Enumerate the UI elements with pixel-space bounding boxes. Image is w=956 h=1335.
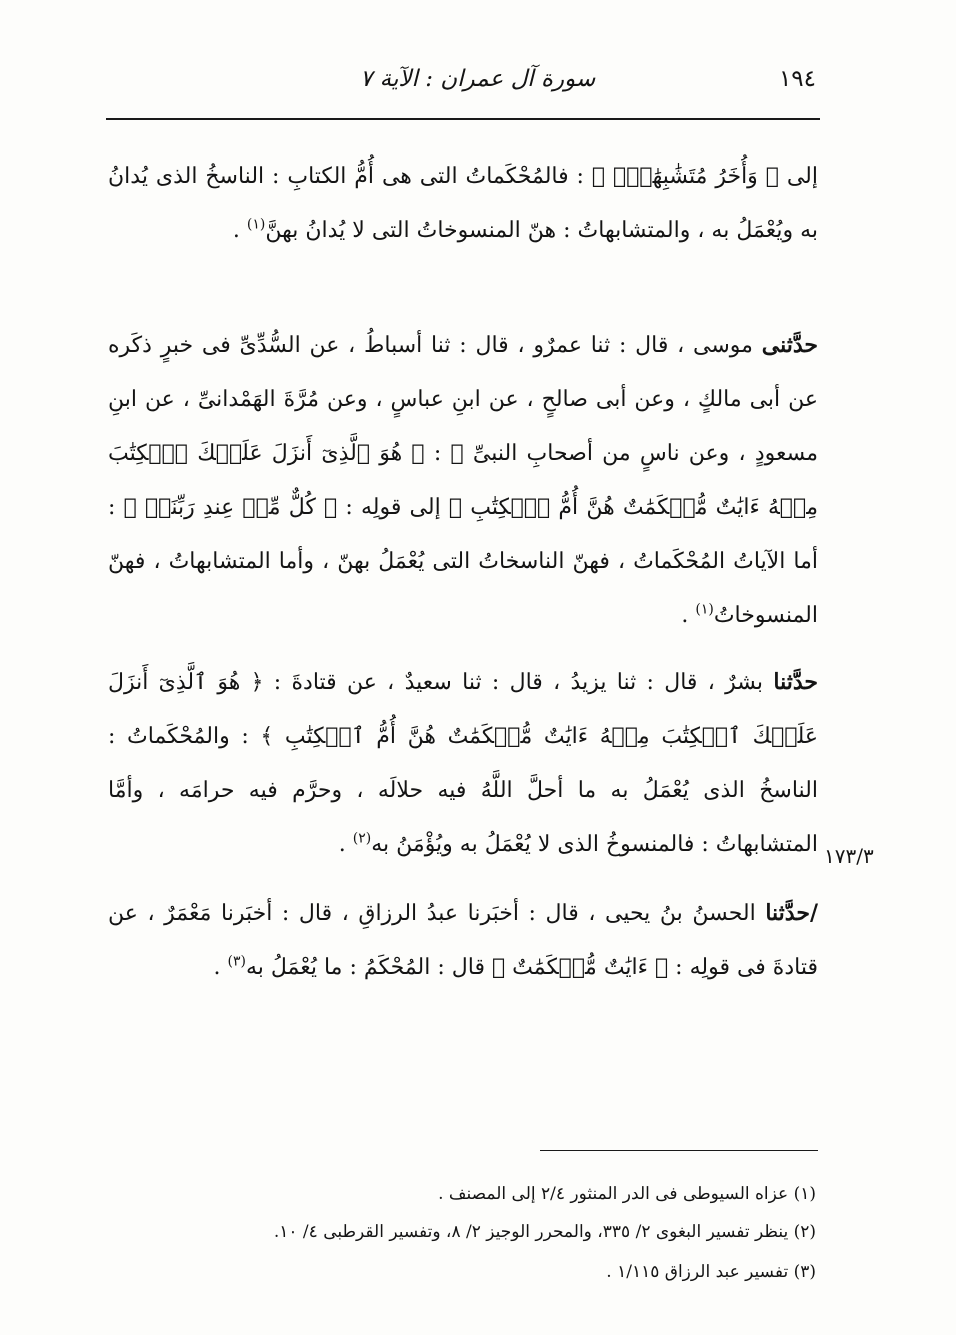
- paragraph: [108, 655, 818, 872]
- paragraph-end: .: [338, 832, 346, 857]
- paragraph-end: .: [681, 603, 689, 628]
- paragraph-end: .: [213, 955, 221, 980]
- running-title: سورة آل عمران : الآية ٧: [360, 66, 596, 92]
- paragraph-text: بشرٌ ، قال : ثنا يزيدُ ، قال : ثنا سعيدٌ ، عن قتادةَ : ﴿ هُوَ ٱلَّذِىٓ أَنزَلَ عَلَيۡكَ ٱلۡكِتَٰبَ مِنۡهُ ءَايَٰتٌ مُّحۡكَمَٰتٌ هُنَّ أُمُّ ٱلۡكِتَٰبِ ﴾ : والمُحْكَماتُ : الناسخُ الذى يُعْمَلُ به ما أحلَّ اللَّهُ فيه حلالَه ، وحرَّم فيه حرامَه ، وأمَّا المتشابهاتُ : فالمنسوخُ الذى لا يُعْمَلُ به ويُؤْمَنُ به: [108, 670, 818, 857]
- footnote: (٣) تفسير عبد الرزاق ١/١١٥ .: [606, 1262, 816, 1282]
- footnote-ref: (١): [695, 601, 714, 618]
- narration-lead: حدَّثنى: [761, 332, 818, 358]
- footnote-ref: (٣): [227, 953, 246, 970]
- footnote-rule: [540, 1150, 818, 1151]
- paragraph: [108, 318, 818, 643]
- footnote: (١) عزاه السيوطى فى الدر المنثور ٢/٤ إلى المصنف .: [438, 1184, 816, 1204]
- margin-reference: ١٧٣/٣: [824, 844, 874, 868]
- paragraph-end: .: [232, 218, 240, 243]
- footnote: (٢) ينظر تفسير البغوى ٢/ ٣٣٥، والمحرر الوجيز ٢/ ٨، وتفسير القرطبى ٤/ ١٠.: [273, 1222, 816, 1242]
- paragraph: [108, 150, 818, 258]
- paragraph-text: الحسنُ بنُ يحيى ، قال : أخبَرنا عبدُ الرزاقِ ، قال : أخبَرنا مَعْمَرٌ ، عن قتادةَ فى قولِه : ﴿ ءَايَٰتٌ مُّحۡكَمَٰتٌ ﴾ قال : المُحْكَمُ : ما يُعْمَلُ به: [108, 901, 818, 980]
- footnote-ref: (١): [246, 216, 266, 233]
- narration-lead: /حدَّثنا: [765, 900, 818, 926]
- paragraph: [108, 886, 818, 995]
- narration-lead: حدَّثنا: [773, 669, 818, 695]
- header-rule: [106, 118, 820, 120]
- paragraph-text: موسى ، قال : ثنا عمرٌو ، قال : ثنا أسباطُ ، عن السُّدِّىِّ فى خبرٍ ذكَره عن أبى مالكٍ ، وعن أبى صالحٍ ، عن ابنِ عباسٍ ، وعن مُرَّةَ الهَمْدانىِّ ، عن ابنِ مسعودٍ ، وعن ناسٍ من أصحابِ النبىِّ ﷺ : ﴿ هُوَ ٱلَّذِىٓ أَنزَلَ عَلَيۡكَ ٱلۡكِتَٰبَ مِنۡهُ ءَايَٰتٌ مُّحۡكَمَٰتٌ هُنَّ أُمُّ ٱلۡكِتَٰبِ ﴾ إلى قولِه : ﴿ كُلٌّ مِّنۡ عِندِ رَبِّنَاۗ ﴾ : أما الآياتُ المُحْكَماتُ ، فهنّ الناسخاتُ التى يُعْمَلُ بهنّ ، وأما المتشابهاتُ ، فهنّ المنسوخاتُ: [108, 333, 818, 628]
- page-number: ١٩٤: [778, 66, 816, 92]
- footnote-ref: (٢): [352, 830, 372, 847]
- paragraph-text: إلى ﴿ وَأُخَرُ مُتَشَٰبِهَٰتٌۖ ﴾ : فالمُحْكَماتُ التى هى أُمُّ الكتابِ : الناسخُ الذى يُدانُ به ويُعْمَلُ به ، والمتشابهاتُ : هنّ المنسوخاتُ التى لا يُدانُ بهنَّ: [108, 164, 818, 243]
